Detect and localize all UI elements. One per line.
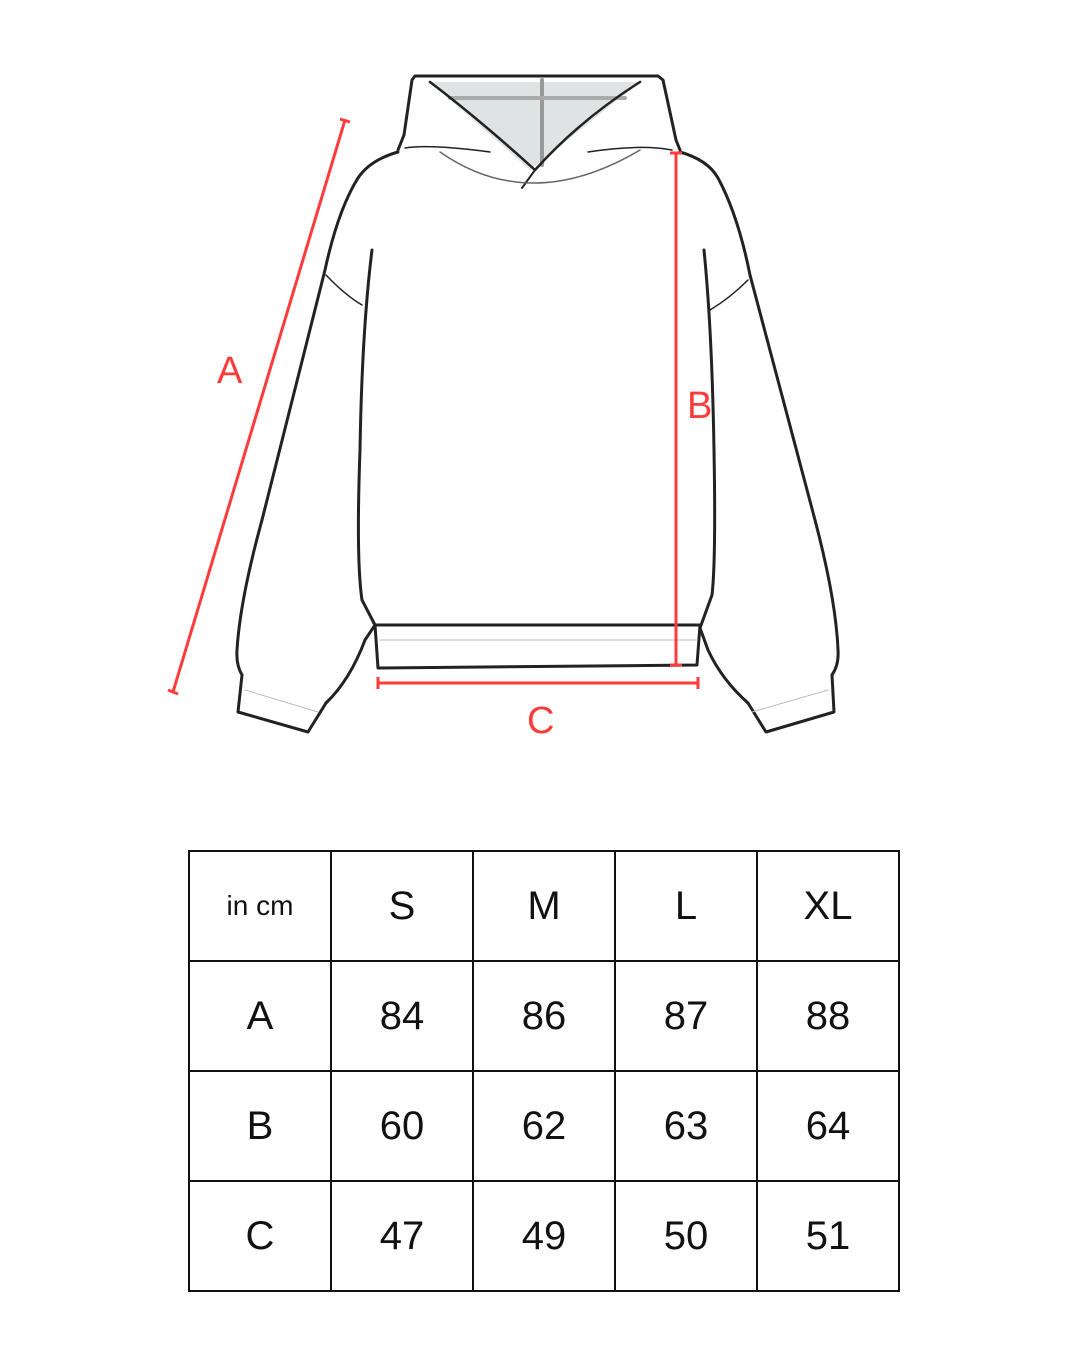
row-label: C: [189, 1181, 331, 1291]
row-label: B: [189, 1071, 331, 1181]
measure-line-b: [670, 153, 682, 665]
unit-label: in cm: [189, 851, 331, 961]
size-header: S: [331, 851, 473, 961]
size-header: M: [473, 851, 615, 961]
table-cell: 84: [331, 961, 473, 1071]
measure-lines: [168, 119, 698, 694]
measure-line-c: [378, 677, 698, 689]
table-row: [189, 961, 899, 1071]
table-cell: 87: [615, 961, 757, 1071]
table-cell: 86: [473, 961, 615, 1071]
size-header: L: [615, 851, 757, 961]
table-row: [189, 1071, 899, 1181]
label-c: C: [527, 700, 555, 742]
table-cell: 64: [757, 1071, 899, 1181]
table-cell: 88: [757, 961, 899, 1071]
measure-line-a: [168, 119, 350, 694]
table-cell: 51: [757, 1181, 899, 1291]
table-cell: 63: [615, 1071, 757, 1181]
size-table: [188, 850, 900, 1292]
table-cell: 50: [615, 1181, 757, 1291]
table-cell: 60: [331, 1071, 473, 1181]
label-a: A: [217, 350, 243, 392]
label-b: B: [687, 385, 713, 427]
hoodie-outline: [237, 76, 838, 732]
size-header: XL: [757, 851, 899, 961]
row-label: A: [189, 961, 331, 1071]
table-cell: 62: [473, 1071, 615, 1181]
table-header-row: [189, 851, 899, 961]
table-cell: 47: [331, 1181, 473, 1291]
table-row: [189, 1181, 899, 1291]
table-cell: 49: [473, 1181, 615, 1291]
